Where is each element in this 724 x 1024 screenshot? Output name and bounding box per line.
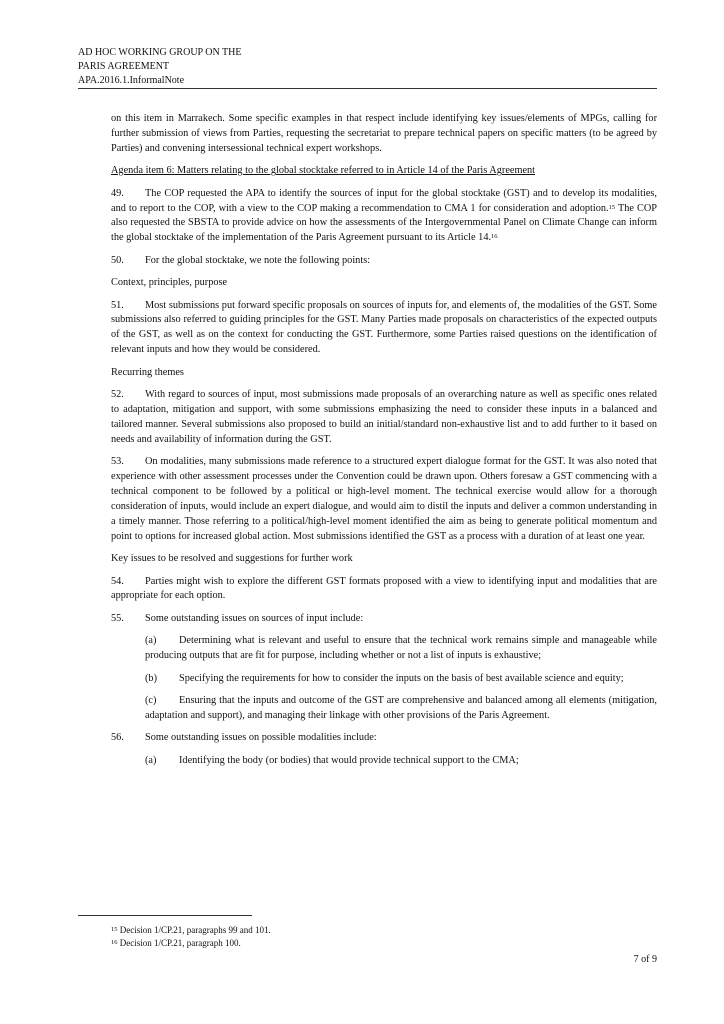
paragraph-number: 52. (111, 389, 124, 401)
subparagraph-55c: (c) Ensuring that the inputs and outcome of the GST are comprehensive and balanced among all elements (mitigation, adaptation and support), and managing their linkage with other provisions of the Paris Agreement. (145, 695, 657, 721)
footnote-number: 15 (111, 926, 118, 933)
paragraph-number: 51. (111, 299, 124, 311)
document-header (78, 46, 658, 88)
subparagraph-label: (c) (145, 695, 157, 706)
header-line-1: AD HOC WORKING GROUP ON THE (78, 47, 242, 58)
footnotes (111, 924, 271, 950)
paragraph-number: 54. (111, 575, 124, 587)
document-body (111, 112, 657, 776)
subparagraph-55a: (a) Determining what is relevant and useful to ensure that the technical work remains simple and manageable while producing outputs that are fit for purpose, including whether or not a list of inputs is exhaustive; (145, 635, 657, 662)
subparagraph-55b: (b) Specifying the requirements for how to consider the inputs on the basis of best available science and equity; (145, 672, 657, 687)
paragraph-55: 55. Some outstanding issues on sources of input include: (111, 612, 657, 627)
section-heading-context: Context, principles, purpose (111, 277, 228, 289)
intro-paragraph: on this item in Marrakech. Some specific examples in that respect include identifying key issues/elements of MPGs, calling for further submission of views from Parties, requesting the secretariat to prepare technical papers on specific matters (to be agreed by Parties) and convening intersessional technical expert workshops. (111, 113, 657, 154)
footnote-15: $^{15}$ Decision 1/CP.21, paragraphs 99 and 101. (111, 925, 271, 935)
paragraph-number: 50. (111, 254, 124, 266)
paragraph-number: 49. (111, 187, 124, 199)
agenda-item-heading: Agenda item 6: Matters relating to the global stocktake referred to in Article 14 of the Paris Agreement (111, 165, 536, 177)
paragraph-number: 55. (111, 612, 124, 624)
paragraph-49: 49. The COP requested the APA to identify the sources of input for the global stocktake (GST) and to develop its modalities, and to report to the COP, with a view to the COP making a recommendation to CMA 1 for consideration and adoption.$^{15}$ The COP also requested the SBSTA to provide advice on how the assessments of the Intergovernmental Panel on Climate Change can inform the global stocktake of the implementation of the Paris Agreement pursuant to its Article 14.16 (111, 187, 657, 244)
section-heading-recurring-themes: Recurring themes (111, 366, 184, 378)
header-document-symbol: APA.2016.1.InformalNote (78, 75, 185, 86)
paragraph-53: 53. On modalities, many submissions made reference to a structured expert dialogue format for the GST. It was also noted that experience with other assessment processes under the Convention could be drawn upon. Others foresaw a GST commencing with a technical component to be followed by a political or high-level moment. The technical exercise would allow for a thorough consideration of inputs, would include an expert dialogue, and would aim to distil the inputs and deliver a common understanding in a timely manner. Those referring to a political/high-level moment identified the aim as being to generate political momentum and point to options for increased global action. Most submissions identified the GST as a process with a duration of at least one year. (111, 456, 657, 542)
footnote-ref: 15 (608, 203, 616, 211)
page-number: 7 of 9 (633, 954, 657, 965)
paragraph-50: 50. For the global stocktake, we note the following points: (111, 254, 657, 269)
paragraph-56: 56. Some outstanding issues on possible modalities include: (111, 731, 657, 746)
footnote-divider (78, 915, 252, 916)
paragraph-52: 52. With regard to sources of input, most submissions made proposals of an overarching nature as well as specific ones related to adaptation, mitigation and support, with some submissions emphasizing the need to consider these inputs in a balanced and tailored manner. Several submissions also proposed to build an initial/standard non-exhaustive list and to add further to it based on needs and availability of information during the GST. (111, 389, 657, 445)
paragraph-number: 53. (111, 456, 124, 468)
footnote-number: 16 (111, 939, 118, 946)
subparagraph-56a: (a) Identifying the body (or bodies) that would provide technical support to the CMA; (145, 754, 657, 769)
paragraph-54: 54. Parties might wish to explore the different GST formats proposed with a view to identifying input and modalities that are appropriate for each option. (111, 575, 657, 602)
header-line-2: PARIS AGREEMENT (78, 61, 170, 72)
subparagraph-label: (a) (145, 635, 157, 647)
paragraph-number: 56. (111, 732, 124, 744)
subparagraph-label: (b) (145, 672, 158, 684)
header-divider (78, 88, 657, 89)
subparagraph-label: (a) (145, 754, 157, 766)
footnote-ref: 16 (491, 233, 498, 241)
paragraph-51: 51. Most submissions put forward specific proposals on sources of inputs for, and elements of, the modalities of the GST. Some submissions also referred to guiding principles for the GST. Many Parties made proposals on characteristics of the expected outputs of the GST, as well as on the context for conducting the GST. Furthermore, some Parties raised questions on the identification of relevant inputs and how they would be considered. (111, 299, 657, 356)
section-heading-key-issues: Key issues to be resolved and suggestions for further work (111, 553, 353, 565)
footnote-16: $^{16}$ Decision 1/CP.21, paragraph 100. (111, 938, 241, 948)
